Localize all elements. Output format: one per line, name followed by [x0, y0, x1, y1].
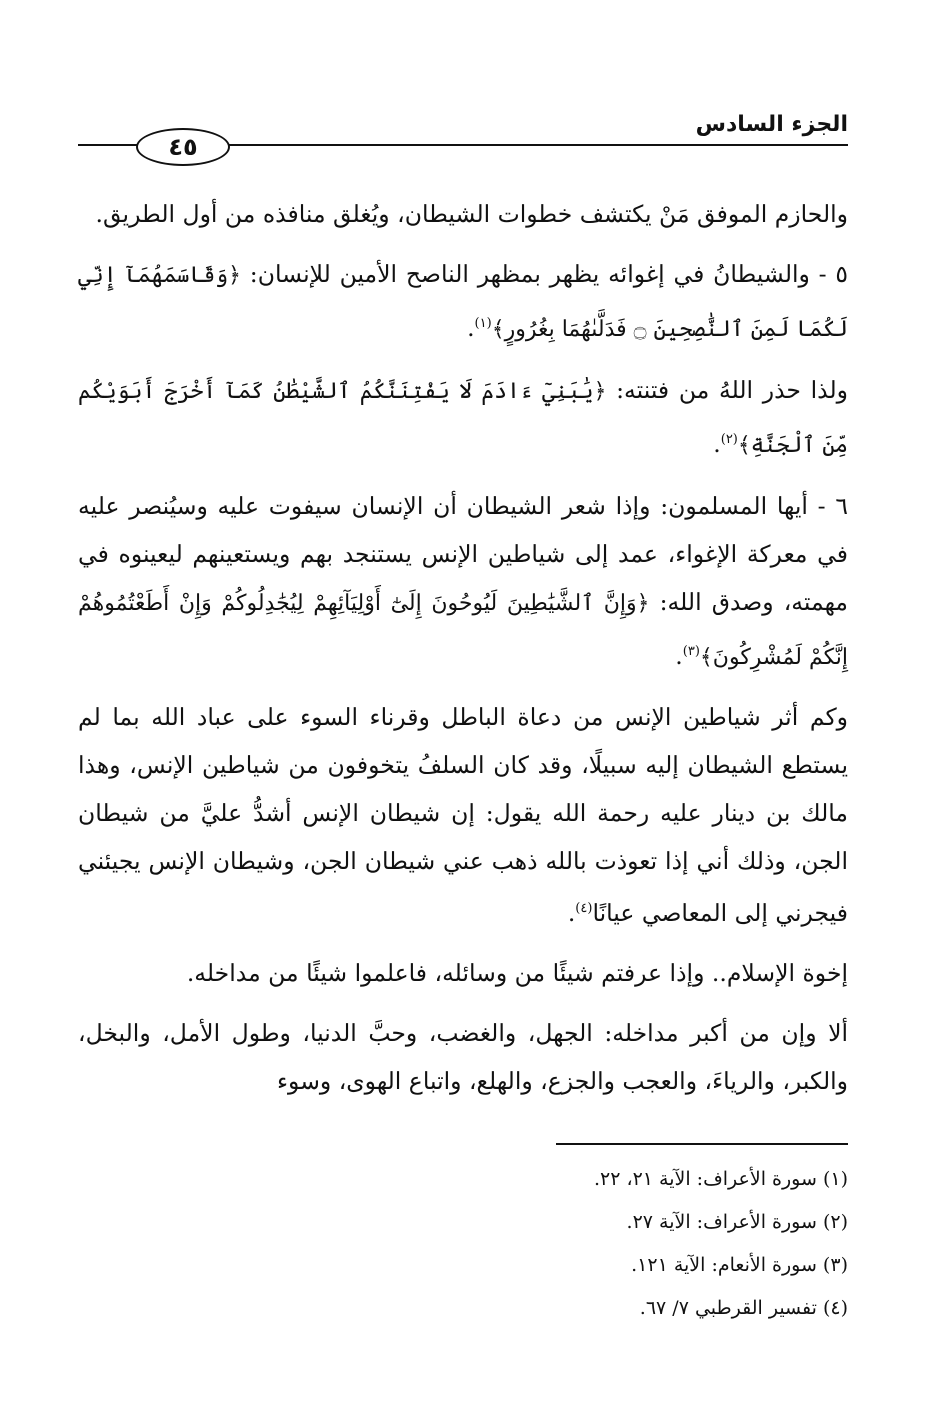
paragraph-3: ولذا حذر اللهُ من فتنته: ﴿يَٰبَنِيٓ ءَادَمَ لَا يَفْتِنَنَّكُمُ ٱلشَّيْطَٰنُ كَمَآ أَخْرَجَ أَبَوَيْكُم مِّنَ ٱلْجَنَّةِ﴾$^{(٢)}$. [78, 375, 848, 458]
footnote-ref: (٢) [720, 431, 738, 447]
paragraph-4: ٦ - أيها المسلمون: وإذا شعر الشيطان أن الإنسان سيفوت عليه وسيُنصر عليه في معركة الإغواء، عمد إلى شياطين الإنس يستنجد بهم ويستعينهم ليعينوه في مهمته، وصدق الله: ﴿وَإِنَّ ٱلشَّيَٰطِينَ لَيُوحُونَ إِلَىٰٓ أَوْلِيَآئِهِمْ لِيُجَٰدِلُوكُمْ وَإِنْ أَطَعْتُمُوهُمْ إِنَّكُمْ لَمُشْرِكُونَ﴾$^{(٣)}$. [78, 491, 848, 670]
body-text [78, 190, 848, 1117]
footnote-separator [556, 1143, 848, 1145]
footnote-4: (٤) تفسير القرطبي ٧/ ٦٧. [639, 1297, 848, 1319]
page-header [78, 110, 848, 170]
footnote-2: (٢) سورة الأعراف: الآية ٢٧. [626, 1211, 848, 1233]
page-number: ٤٥ [136, 128, 230, 166]
running-title: الجزء السادس [695, 112, 848, 137]
footnotes [148, 1158, 848, 1330]
footnote-ref: (٣) [682, 643, 700, 659]
quran-verse: ﴿وَقَاسَمَهُمَآ إِنِّي لَكُمَا لَمِنَ ٱلنَّٰصِحِينَ ۝ فَدَلَّىٰهُمَا بِغُرُورٍ﴾ [78, 263, 848, 342]
paragraph-1: والحازم الموفق مَنْ يكتشف خطوات الشيطان، ويُغلق منافذه من أول الطريق. [95, 200, 848, 228]
paragraph-2: ٥ - والشيطانُ في إغوائه يظهر بمظهر الناصح الأمين للإنسان: ﴿وَقَاسَمَهُمَآ إِنِّي لَكُمَا لَمِنَ ٱلنَّٰصِحِينَ ۝ فَدَلَّىٰهُمَا بِغُرُورٍ﴾$^{(١)}$. [78, 260, 849, 342]
footnote-ref: (١) [474, 316, 492, 331]
paragraph-6: إخوة الإسلام.. وإذا عرفتم شيئًا من وسائله، فاعلموا شيئًا من مداخله. [186, 959, 848, 988]
paragraph-7: ألا وإن من أكبر مداخله: الجهل، والغضب، وحبَّ الدنيا، وطول الأمل، والبخل، والكبر، والرياءَ، والعجب والجزع، والهلع، واتباع الهوى، وسوء [78, 1019, 848, 1096]
quran-verse: ﴿وَإِنَّ ٱلشَّيَٰطِينَ لَيُوحُونَ إِلَىٰٓ أَوْلِيَآئِهِمْ لِيُجَٰدِلُوكُمْ وَإِنْ أَطَعْتُمُوهُمْ إِنَّكُمْ لَمُشْرِكُونَ﴾ [78, 590, 848, 670]
paragraph-5: وكم أثر شياطين الإنس من دعاة الباطل وقرناء السوء على عباد الله بما لم يستطع الشيطان إليه سبيلًا، وقد كان السلفُ يتخوفون من شياطين الإنس، وهذا مالك بن دينار عليه رحمة الله يقول: إن شيطان الإنس أشدُّ عليَّ من شيطان الجن، وذلك أني إذا تعوذت بالله ذهب عني شيطان الجن، وشيطان الإنس يجيئني فيجرني إلى المعاصي عيانًا$^{(٤)}$. [78, 703, 848, 928]
footnote-3: (٣) سورة الأنعام: الآية ١٢١. [631, 1254, 848, 1276]
footnote-ref: (٤) [575, 901, 593, 917]
quran-verse: ﴿يَٰبَنِيٓ ءَادَمَ لَا يَفْتِنَنَّكُمُ ٱلشَّيْطَٰنُ كَمَآ أَخْرَجَ أَبَوَيْكُم مِّنَ ٱلْجَنَّةِ﴾ [78, 378, 848, 458]
footnote-1: (١) سورة الأعراف: الآية ٢١، ٢٢. [593, 1168, 848, 1190]
